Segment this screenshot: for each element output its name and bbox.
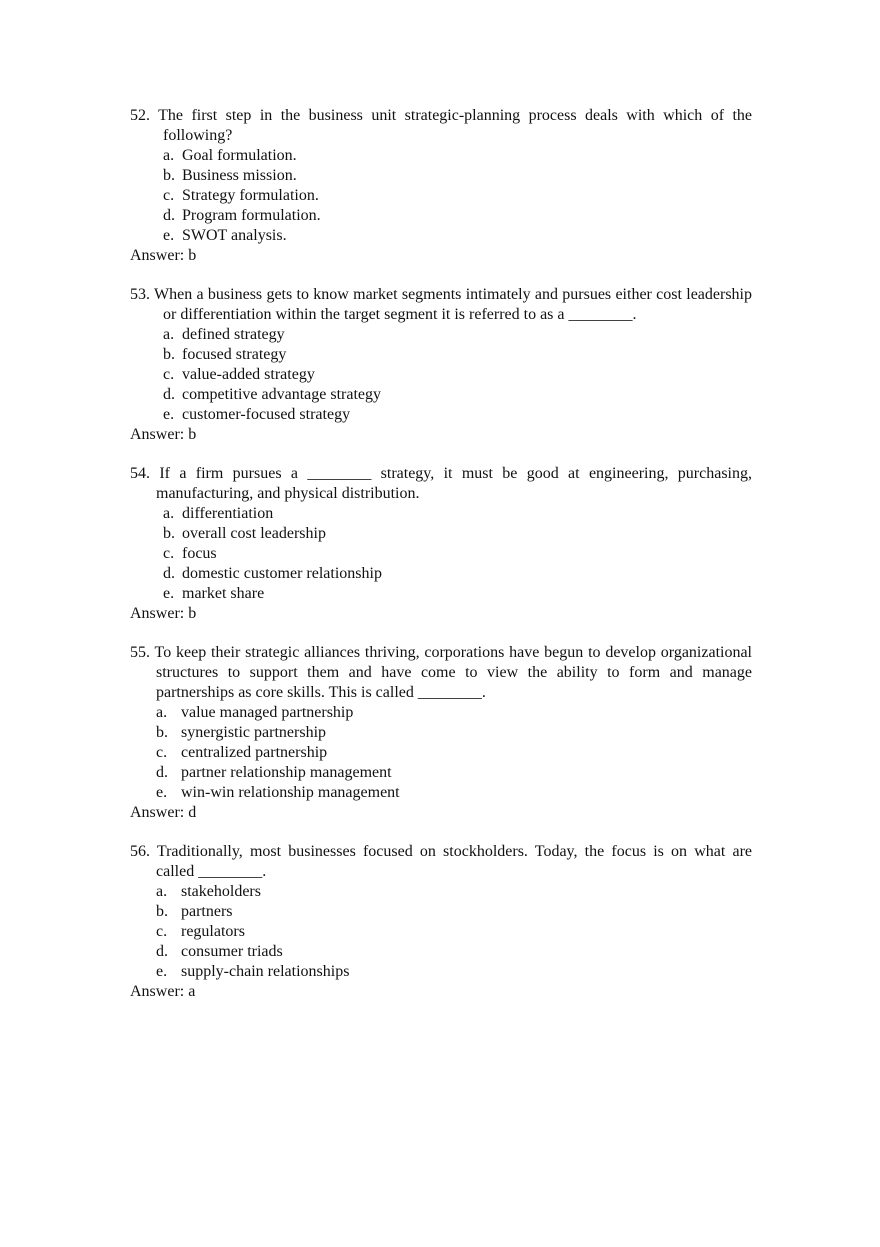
option-text: partners <box>181 903 233 920</box>
question-body: Traditionally, most businesses focused on stockholders. Today, the focus is on what are called ________. <box>156 843 752 880</box>
question-number: 54. <box>130 465 150 482</box>
option-text: market share <box>182 585 265 602</box>
option-letter: c. <box>163 366 175 383</box>
option-text: Goal formulation. <box>182 147 297 164</box>
question-number: 55. <box>130 644 150 661</box>
question-53 <box>130 285 752 445</box>
question-55 <box>130 643 752 823</box>
option-letter: a. <box>163 505 175 522</box>
question-text <box>130 643 752 703</box>
answer-line: Answer: b <box>130 247 197 264</box>
option-text: competitive advantage strategy <box>182 386 382 403</box>
option-text: domestic customer relationship <box>182 565 382 582</box>
question-text <box>130 106 752 146</box>
option-text: SWOT analysis. <box>182 227 287 244</box>
option-list <box>130 146 752 246</box>
answer-line: Answer: d <box>130 804 197 821</box>
option-letter: d. <box>163 207 175 224</box>
option-b <box>130 345 752 365</box>
option-letter: b. <box>163 525 175 542</box>
option-a <box>130 882 752 902</box>
option-text: supply-chain relationships <box>181 963 350 980</box>
option-list <box>130 504 752 604</box>
option-d <box>130 942 752 962</box>
option-e <box>130 783 752 803</box>
option-e <box>130 962 752 982</box>
option-letter: c. <box>163 187 175 204</box>
option-text: regulators <box>181 923 245 940</box>
option-letter: b. <box>163 167 175 184</box>
option-letter: c. <box>163 545 175 562</box>
option-d <box>130 564 752 584</box>
option-list <box>130 703 752 803</box>
option-b <box>130 166 752 186</box>
option-text: customer-focused strategy <box>182 406 351 423</box>
option-text: value managed partnership <box>181 704 354 721</box>
option-b <box>130 723 752 743</box>
question-54 <box>130 464 752 624</box>
option-a <box>130 325 752 345</box>
option-letter: e. <box>163 227 175 244</box>
option-d <box>130 763 752 783</box>
document-page <box>130 106 752 1021</box>
option-d <box>130 385 752 405</box>
option-letter: a. <box>156 883 168 900</box>
option-letter: e. <box>156 784 168 801</box>
option-letter: d. <box>163 386 175 403</box>
option-letter: a. <box>163 147 175 164</box>
answer-line: Answer: b <box>130 605 197 622</box>
option-letter: e. <box>163 585 175 602</box>
question-number: 52. <box>130 107 150 124</box>
option-c <box>130 544 752 564</box>
option-text: value-added strategy <box>182 366 315 383</box>
option-text: consumer triads <box>181 943 283 960</box>
option-text: synergistic partnership <box>181 724 327 741</box>
option-text: focused strategy <box>182 346 287 363</box>
option-letter: d. <box>163 565 175 582</box>
option-c <box>130 922 752 942</box>
option-a <box>130 703 752 723</box>
option-text: win-win relationship management <box>181 784 400 801</box>
option-text: overall cost leadership <box>182 525 326 542</box>
option-letter: a. <box>156 704 168 721</box>
option-letter: e. <box>156 963 168 980</box>
question-text <box>130 464 752 504</box>
option-text: centralized partnership <box>181 744 328 761</box>
option-letter: b. <box>156 724 168 741</box>
option-a <box>130 146 752 166</box>
option-d <box>130 206 752 226</box>
option-list <box>130 325 752 425</box>
option-c <box>130 365 752 385</box>
option-text: Strategy formulation. <box>182 187 319 204</box>
question-number: 56. <box>130 843 150 860</box>
question-number: 53. <box>130 286 150 303</box>
question-text <box>130 285 752 325</box>
option-text: partner relationship management <box>181 764 392 781</box>
option-letter: b. <box>156 903 168 920</box>
option-c <box>130 743 752 763</box>
option-letter: d. <box>156 764 168 781</box>
question-body: To keep their strategic alliances thriving, corporations have begun to develop organizational structures to support them and have come to view the ability to form and manage partnerships as core skills. This is called ________. <box>154 644 753 701</box>
option-e <box>130 584 752 604</box>
option-text: focus <box>182 545 217 562</box>
question-body: If a firm pursues a ________ strategy, it must be good at engineering, purchasing, manufacturing, and physical distribution. <box>156 465 753 502</box>
option-text: defined strategy <box>182 326 285 343</box>
option-letter: e. <box>163 406 175 423</box>
option-b <box>130 524 752 544</box>
option-letter: c. <box>156 744 168 761</box>
question-52 <box>130 106 752 266</box>
option-e <box>130 405 752 425</box>
option-a <box>130 504 752 524</box>
option-e <box>130 226 752 246</box>
question-56 <box>130 842 752 1002</box>
option-b <box>130 902 752 922</box>
option-letter: c. <box>156 923 168 940</box>
option-letter: d. <box>156 943 168 960</box>
option-text: Business mission. <box>182 167 297 184</box>
option-list <box>130 882 752 982</box>
option-text: stakeholders <box>181 883 261 900</box>
option-letter: b. <box>163 346 175 363</box>
option-text: Program formulation. <box>182 207 321 224</box>
answer-line: Answer: b <box>130 426 197 443</box>
question-body: The first step in the business unit strategic-planning process deals with which of the following? <box>158 107 752 144</box>
option-text: differentiation <box>182 505 274 522</box>
option-c <box>130 186 752 206</box>
option-letter: a. <box>163 326 175 343</box>
question-body: When a business gets to know market segments intimately and pursues either cost leadership or differentiation within the target segment it is referred to as a ________. <box>154 286 752 323</box>
question-text <box>130 842 752 882</box>
answer-line: Answer: a <box>130 983 196 1000</box>
